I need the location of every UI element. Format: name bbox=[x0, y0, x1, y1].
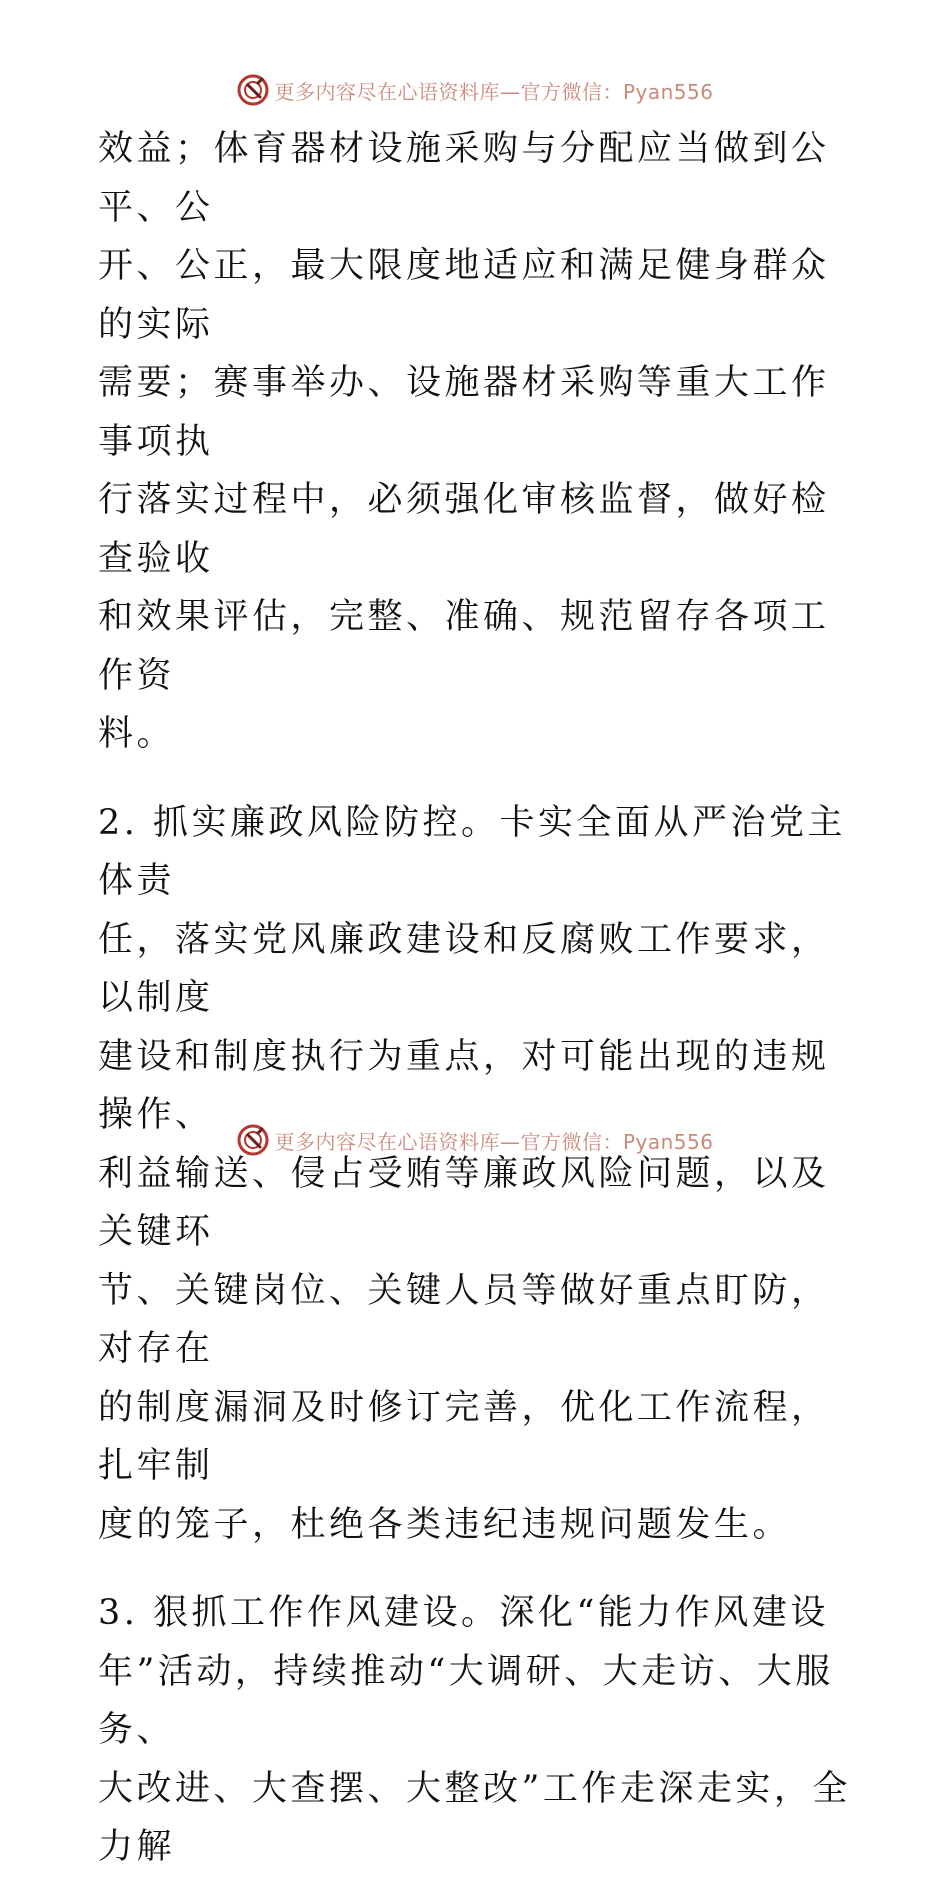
paragraph-item-3: 3. 狠抓工作作风建设。深化“能力作风建设 年”活动，持续推动“大调研、大走访、大服务、 大改进、大查摆、大整改”工作走深走实，全力解 bbox=[98, 1593, 851, 1867]
paragraph-item-2: 2. 抓实廉政风险防控。卡实全面从严治党主体责 任，落实党风廉政建设和反腐败工作要求，以制度 建设和制度执行为重点，对可能出现的违规操作、 利益输送、侵占受贿等廉政风险问题，以及关键环 节、关键岗位、关键人员等做好重点盯防，对存在 的制度漏洞及时修订完善，优化工作流程，扎牢制 度的笼子，杜绝各类违纪违规问题发生。 bbox=[98, 802, 847, 1545]
paragraph-continuation: 效益；体育器材设施采购与分配应当做到公平、公 开、公正，最大限度地适应和满足健身群众的实际 需要；赛事举办、设施器材采购等重大工作事项执 行落实过程中，必须强化审核监督，做好检查验收 和效果评估，完整、准确、规范留存各项工作资 料。 bbox=[98, 129, 830, 754]
footer-watermark-text: 更多内容尽在心语资料库—官方微信：Pyan556 bbox=[274, 1129, 714, 1154]
footer-watermark-banner bbox=[0, 1120, 950, 1160]
logo-seal-icon bbox=[236, 73, 270, 107]
document-body bbox=[98, 120, 858, 1877]
header-watermark-banner bbox=[0, 70, 950, 110]
header-watermark-text: 更多内容尽在心语资料库—官方微信：Pyan556 bbox=[274, 79, 714, 104]
logo-seal-icon bbox=[236, 1123, 270, 1157]
